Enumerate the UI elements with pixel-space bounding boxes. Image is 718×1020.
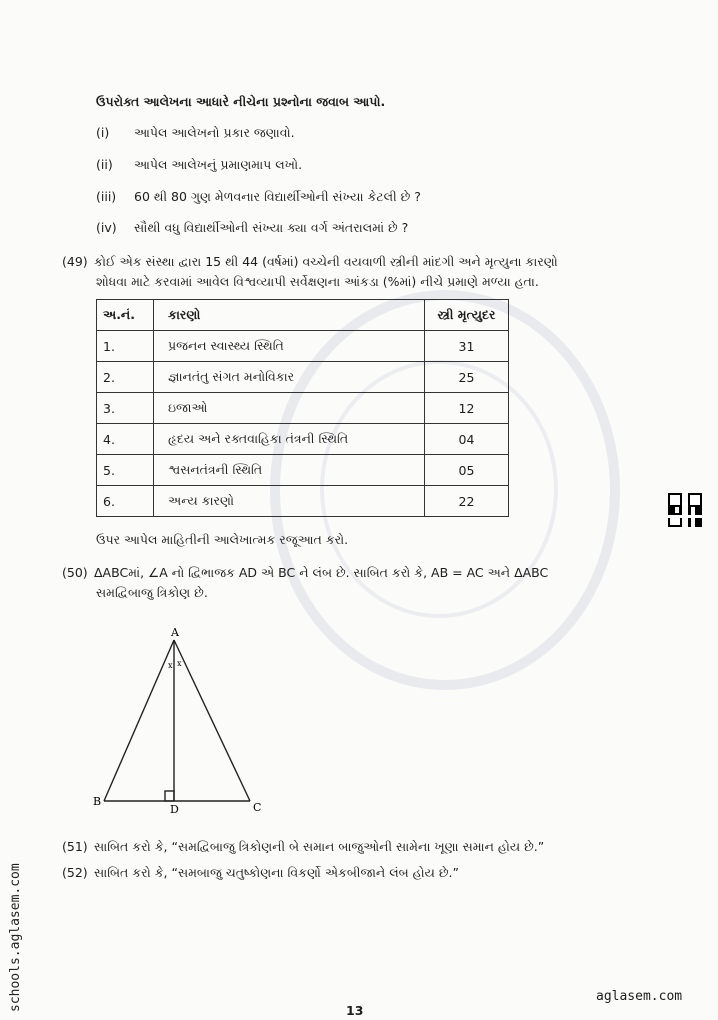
question-49-line2: શોધવા માટે કરવામાં આવેલ વિશ્વવ્યાપી સર્વેક્ષણના આંકડા (%માં) નીચે પ્રમાણે મળ્યા હતા. — [96, 274, 539, 289]
vertex-label-a: A — [171, 626, 179, 639]
vertex-label-c: C — [253, 801, 262, 814]
angle-label-x-left: x — [168, 661, 173, 670]
table-row — [97, 486, 509, 517]
table-cell: શ્વસનતંત્રની સ્થિતિ — [154, 455, 425, 486]
intro-instruction: ઉપરોક્ત આલેખના આધારે નીચેના પ્રશ્નોના જવાબ આપો. — [96, 94, 386, 109]
question-50 — [62, 564, 548, 582]
table-row — [97, 393, 509, 424]
vertex-label-b: B — [93, 795, 102, 808]
side-watermark-text: schools.aglasem.com — [8, 863, 23, 1012]
subquestion-number: (i) — [96, 125, 110, 140]
table-cell: પ્રજનન સ્વાસ્થ્ય સ્થિતિ — [154, 331, 425, 362]
table-header-cell: અ.નં. — [97, 300, 154, 331]
table-row — [97, 455, 509, 486]
subquestion-number: (iv) — [96, 220, 117, 235]
table-row — [97, 424, 509, 455]
subquestion-number: (iii) — [96, 189, 117, 204]
table-cell: 25 — [425, 362, 509, 393]
angle-label-x-right: x — [177, 659, 182, 668]
table-cell: 2. — [97, 362, 154, 393]
table-cell: 4. — [97, 424, 154, 455]
table-header-cell: સ્ત્રી મૃત્યુદર — [425, 300, 509, 331]
right-angle-mark — [165, 791, 174, 801]
subquestion-ii — [96, 156, 302, 174]
side-ab — [104, 640, 174, 801]
table-cell: 6. — [97, 486, 154, 517]
table-header-row — [97, 300, 509, 331]
question-50-line2: સમદ્વિબાજુ ત્રિકોણ છે. — [96, 585, 208, 600]
mortality-table — [96, 299, 509, 517]
question-number: (50) — [62, 565, 88, 580]
page-number: 13 — [346, 1003, 364, 1018]
table-cell: 3. — [97, 393, 154, 424]
subquestion-text: આપેલ આલેખનો પ્રકાર જણાવો. — [134, 125, 295, 140]
question-text-line1: ΔABCમાં, ∠A નો દ્વિભાજક AD એ BC ને લંબ છે. સાબિત કરો કે, AB = AC અને ΔABC — [94, 565, 549, 580]
table-cell: 22 — [425, 486, 509, 517]
question-number: (49) — [62, 254, 88, 269]
question-52 — [62, 864, 459, 882]
subquestion-i — [96, 124, 295, 142]
table-cell: 1. — [97, 331, 154, 362]
table-cell: હૃદય અને રક્તવાહિકા તંત્રની સ્થિતિ — [154, 424, 425, 455]
subquestion-text: 60 થી 80 ગુણ મેળવનાર વિદ્યાર્થીઓની સંખ્યા કેટલી છે ? — [134, 189, 421, 204]
table-cell: 12 — [425, 393, 509, 424]
table-cell: 05 — [425, 455, 509, 486]
question-49 — [62, 253, 558, 271]
question-text-line1: કોઈ એક સંસ્થા દ્વારા 15 થી 44 (વર્ષમાં) વચ્ચેની વયવાળી સ્ત્રીની માંદગી અને મૃત્યુના કારણો — [94, 254, 558, 269]
table-cell: 31 — [425, 331, 509, 362]
table-cell: ઇજાઓ — [154, 393, 425, 424]
side-ac — [174, 640, 250, 801]
question-text: સાબિત કરો કે, “સમદ્વિબાજુ ત્રિકોણની બે સમાન બાજુઓની સામેના ખૂણા સમાન હોય છે.” — [94, 839, 545, 854]
qr-code-icon — [668, 493, 702, 527]
question-49-instruction: ઉપર આપેલ માહિતીની આલેખાત્મક રજૂઆત કરો. — [96, 532, 349, 547]
table-cell: જ્ઞાનતંતુ સંગત મનોવિકાર — [154, 362, 425, 393]
table-cell: 04 — [425, 424, 509, 455]
table-cell: અન્ય કારણો — [154, 486, 425, 517]
subquestion-text: સૌથી વધુ વિદ્યાર્થીઓની સંખ્યા ક્યા વર્ગ અંતરાલમાં છે ? — [134, 220, 409, 235]
question-number: (52) — [62, 865, 88, 880]
question-text: સાબિત કરો કે, “સમબાજુ ચતુષ્કોણના વિકર્ણો એકબીજાને લંબ હોય છે.” — [94, 865, 459, 880]
question-number: (51) — [62, 839, 88, 854]
question-51 — [62, 838, 544, 856]
table-row — [97, 362, 509, 393]
triangle-figure — [90, 620, 280, 820]
table-header-cell: કારણો — [154, 300, 425, 331]
subquestion-number: (ii) — [96, 157, 113, 172]
table-cell: 5. — [97, 455, 154, 486]
footer-watermark-text: aglasem.com — [596, 989, 683, 1004]
subquestion-iii — [96, 188, 421, 206]
subquestion-text: આપેલ આલેખનું પ્રમાણમાપ લખો. — [134, 157, 303, 172]
foot-label-d: D — [170, 803, 179, 816]
table-row — [97, 331, 509, 362]
subquestion-iv — [96, 219, 408, 237]
